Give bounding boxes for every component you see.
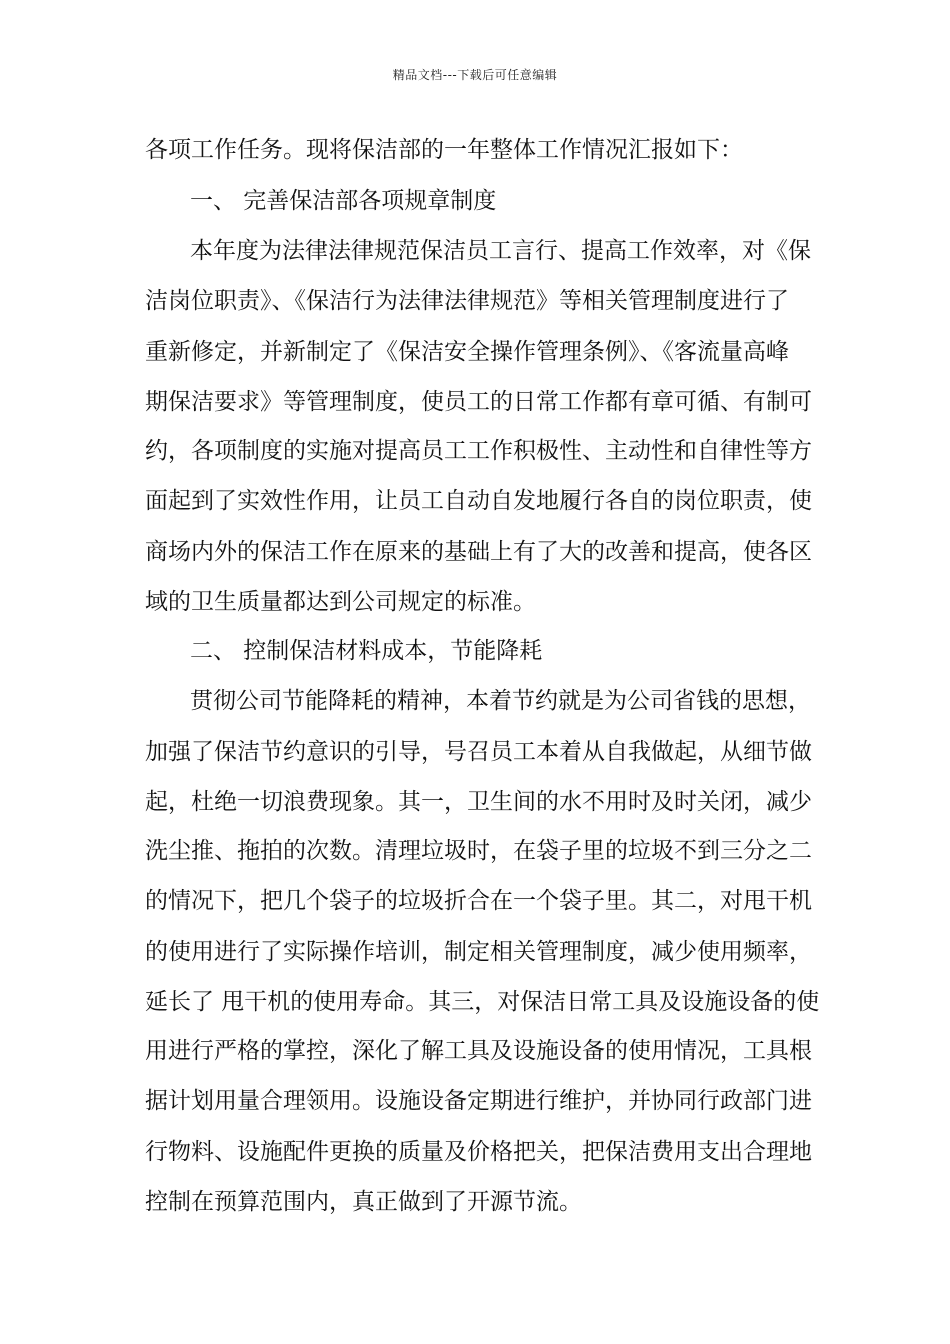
body-line: 重新修定，并新制定了《保洁安全操作管理条例》、《客流量高峰: [145, 339, 789, 365]
page-header: 精品文档---下载后可任意编辑: [392, 68, 558, 82]
body-line: 用进行严格的掌控，深化了解工具及设施设备的使用情况，工具根: [145, 1038, 812, 1064]
body-line: 行物料、设施配件更换的质量及价格把关，把保洁费用支出合理地: [145, 1139, 812, 1165]
body-line: 据计划用量合理领用。设施设备定期进行维护，并协同行政部门进: [145, 1088, 812, 1114]
body-line: 期保洁要求》等管理制度，使员工的日常工作都有章可循、有制可: [145, 389, 812, 415]
body-line: 起，杜绝一切浪费现象。其一，卫生间的水不用时及时关闭，减少: [145, 789, 812, 815]
body-line: 洗尘推、拖拍的次数。清理垃圾时，在袋子里的垃圾不到三分之二: [145, 838, 812, 864]
paragraph-first-line: 贯彻公司节能降耗的精神，本着节约就是为公司省钱的思想，: [190, 688, 811, 714]
section-heading: 一、 完善保洁部各项规章制度: [190, 188, 497, 214]
body-line: 面起到了实效性作用，让员工自动自发地履行各自的岗位职责，使: [145, 488, 812, 514]
body-line: 控制在预算范围内，真正做到了开源节流。: [145, 1189, 582, 1215]
body-line: 商场内外的保洁工作在原来的基础上有了大的改善和提高，使各区: [145, 539, 812, 565]
body-line: 各项工作任务。现将保洁部的一年整体工作情况汇报如下：: [145, 137, 743, 163]
body-line: 的使用进行了实际操作培训，制定相关管理制度，减少使用频率，: [145, 939, 812, 965]
body-line: 约，各项制度的实施对提高员工工作积极性、主动性和自律性等方: [145, 438, 812, 464]
body-line: 域的卫生质量都达到公司规定的标准。: [145, 589, 536, 615]
paragraph-first-line: 本年度为法律法律规范保洁员工言行、提高工作效率，对《保: [190, 238, 811, 264]
body-line: 的情况下，把几个袋子的垃圾折合在一个袋子里。其二，对甩干机: [145, 888, 812, 914]
body-line: 加强了保洁节约意识的引导，号召员工本着从自我做起，从细节做: [145, 739, 812, 765]
body-line: 洁岗位职责》、《保洁行为法律法律规范》等相关管理制度进行了: [145, 288, 789, 314]
section-heading: 二、 控制保洁材料成本，节能降耗: [190, 638, 543, 664]
body-line: 延长了 甩干机的使用寿命。其三，对保洁日常工具及设施设备的使: [145, 989, 820, 1015]
